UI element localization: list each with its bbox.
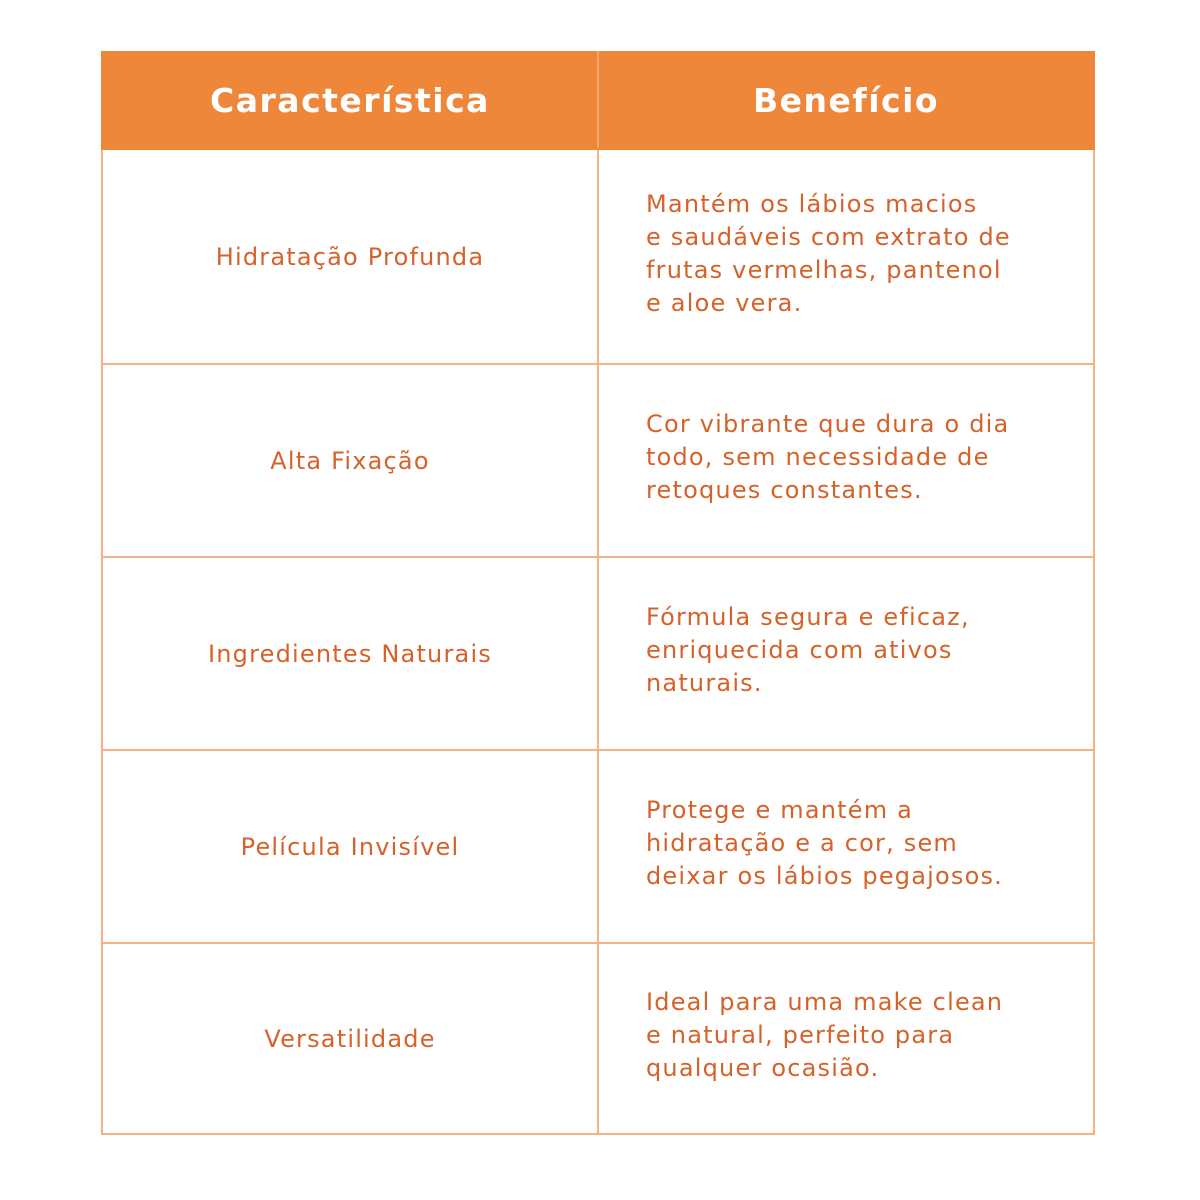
- benefit-text: Mantém os lábios macios e saudáveis com extrato de frutas vermelhas, pantenol e aloe vera.: [646, 189, 1011, 317]
- feature-benefit-table-container: [101, 51, 1093, 1135]
- feature-benefit-table: [101, 51, 1095, 1135]
- feature-cell: Versatilidade: [102, 943, 598, 1134]
- benefit-cell: [598, 149, 1094, 364]
- benefit-text: Protege e mantém a hidratação e a cor, sem deixar os lábios pegajosos.: [646, 796, 1003, 890]
- feature-cell: Ingredientes Naturais: [102, 557, 598, 750]
- benefit-text: Cor vibrante que dura o dia todo, sem necessidade de retoques constantes.: [646, 410, 1010, 504]
- table-row: [102, 750, 1094, 943]
- benefit-text: Fórmula segura e eficaz, enriquecida com ativos naturais.: [646, 603, 970, 697]
- feature-cell: Película Invisível: [102, 750, 598, 943]
- feature-cell: Hidratação Profunda: [102, 149, 598, 364]
- benefit-cell: [598, 364, 1094, 557]
- benefit-cell: [598, 557, 1094, 750]
- benefit-cell: [598, 943, 1094, 1134]
- header-benefit: Benefício: [598, 52, 1094, 149]
- header-feature: Característica: [102, 52, 598, 149]
- table-row: [102, 557, 1094, 750]
- benefit-text: Ideal para uma make clean e natural, perfeito para qualquer ocasião.: [646, 988, 1004, 1082]
- table-row: [102, 149, 1094, 364]
- benefit-cell: [598, 750, 1094, 943]
- table-body: [102, 149, 1094, 1134]
- table-row: [102, 364, 1094, 557]
- table-row: [102, 943, 1094, 1134]
- header-row: [102, 52, 1094, 149]
- feature-cell: Alta Fixação: [102, 364, 598, 557]
- table-header: [102, 52, 1094, 149]
